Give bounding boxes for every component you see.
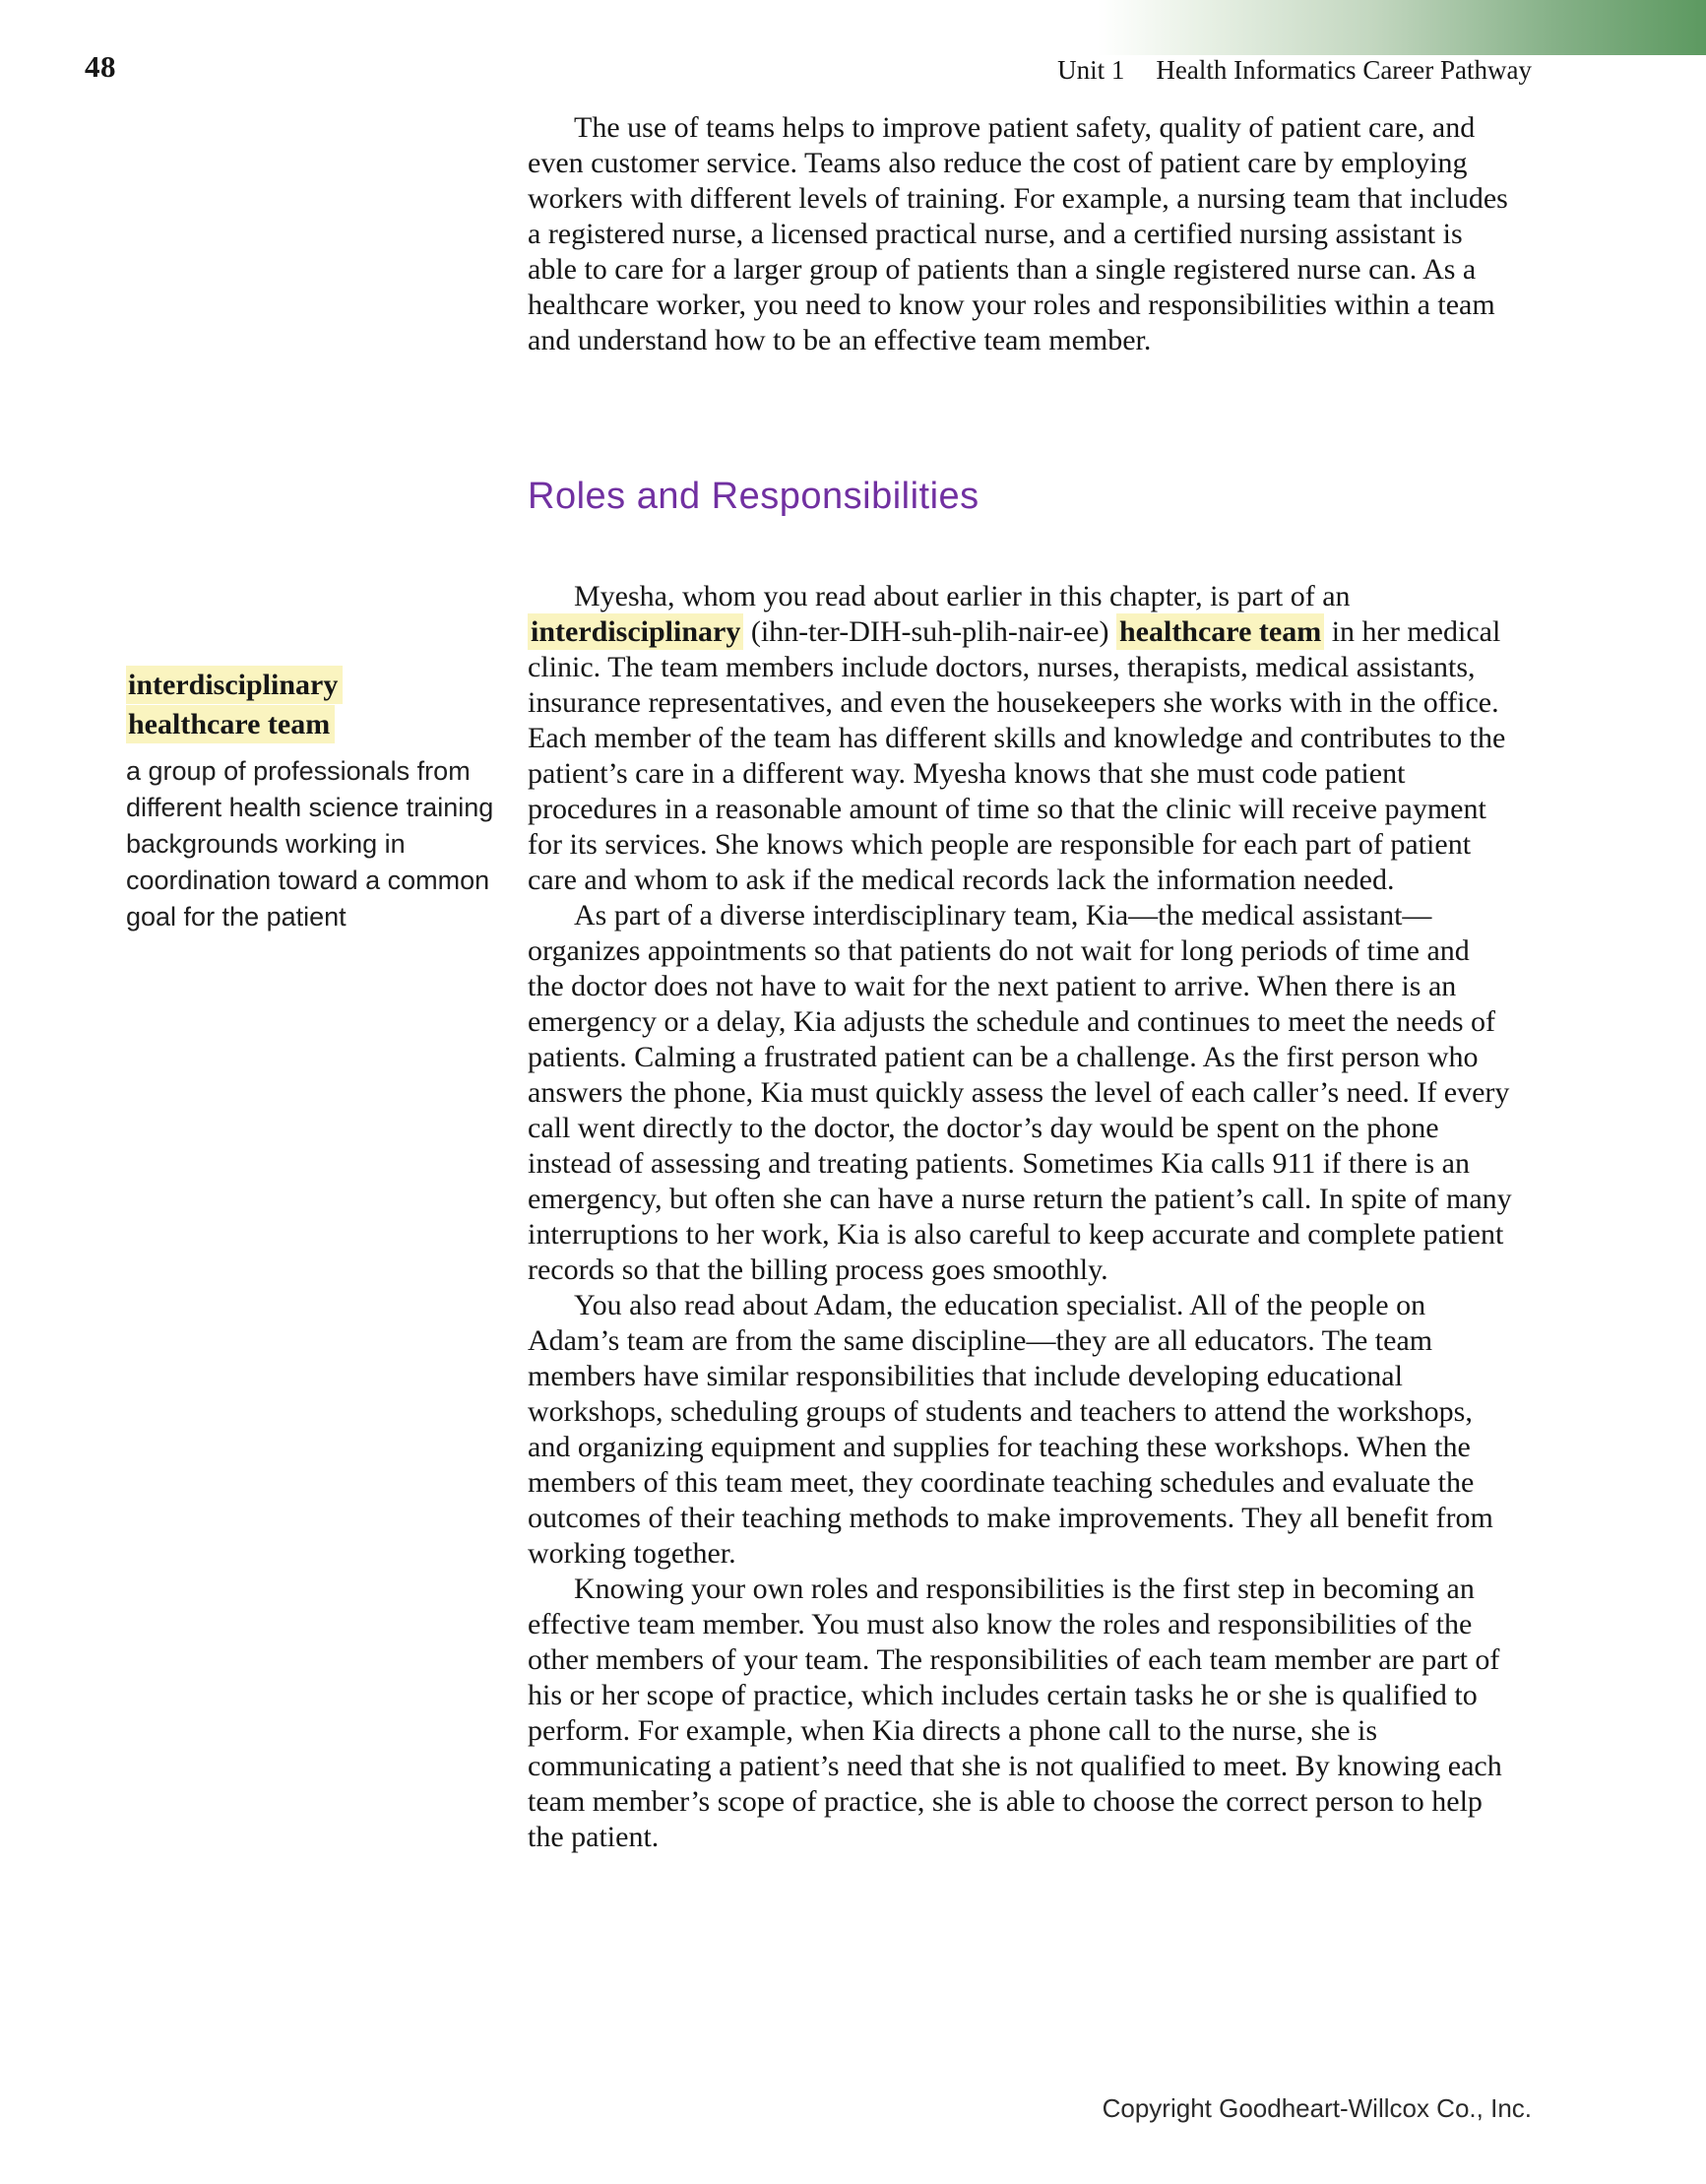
running-header: [1057, 55, 1532, 86]
unit-label: Unit 1: [1057, 55, 1125, 85]
text-segment: in her medical clinic. The team members include doctors, nurses, therapists, medical assistants, insurance representatives, and even the housekeepers she works with in the office. Each member of the team has different skills and knowledge and contributes to the patient’s care in a different way. Myesha knows that she must code patient procedures in a reasonable amount of time so that the clinic will receive payment for its services. She knows which people are responsible for each part of patient care and whom to ask if the medical records lack the information needed.: [528, 615, 1506, 896]
key-term: [126, 666, 421, 744]
margin-key-term: [126, 666, 528, 935]
copyright-notice: Copyright Goodheart-Willcox Co., Inc.: [1102, 2093, 1532, 2123]
paragraph-knowing: Knowing your own roles and responsibilities is the first step in becoming an effective team member. You must also know the roles and responsibilities of the other members of your team. The responsibilities of each team member are part of his or her scope of practice, which includes certain tasks he or she is qualified to perform. For example, when Kia directs a phone call to the nurse, she is communicating a patient’s need that she is not qualified to meet. By knowing each team member’s scope of practice, she is able to choose the correct person to help the patient.: [528, 1573, 1502, 1853]
unit-title: Health Informatics Career Pathway: [1156, 55, 1532, 85]
text-segment: (ihn-ter-DIH-suh-plih-nair-ee): [743, 615, 1116, 648]
text-segment: Myesha, whom you read about earlier in this chapter, is part of an: [574, 580, 1351, 612]
intro-paragraph: The use of teams helps to improve patient safety, quality of patient care, and even customer service. Teams also reduce the cost of patient care by employing workers with different levels of training. For example, a nursing team that includes a registered nurse, a licensed practical nurse, and a certified nursing assistant is able to care for a larger group of patients than a single registered nurse can. As a healthcare worker, you need to know your roles and responsibilities within a team and understand how to be an effective team member.: [528, 111, 1508, 356]
paragraph-myesha: [528, 579, 1512, 898]
paragraph-adam: You also read about Adam, the education specialist. All of the people on Adam’s team are from the same discipline—they are all educators. The team members have similar responsibilities that include developing educational workshops, scheduling groups of students and teachers to attend the workshops, and organizing equipment and supplies for teaching these workshops. When the members of this team meet, they coordinate teaching schedules and evaluate the outcomes of their teaching methods to make improvements. They all benefit from working together.: [528, 1289, 1493, 1570]
highlighted-term: interdisciplinary: [528, 613, 743, 650]
section-heading: Roles and Responsibilities: [528, 476, 979, 517]
key-term-definition: a group of professionals from different health science training backgrounds working in coordination toward a common goal for the patient: [126, 756, 494, 931]
paragraph-kia: As part of a diverse interdisciplinary team, Kia—the medical assistant—organizes appointments so that patients do not wait for long periods of time and the doctor does not have to wait for the next patient to arrive. When there is an emergency or a delay, Kia adjusts the schedule and continues to meet the needs of patients. Calming a frustrated patient can be a challenge. As the first person who answers the phone, Kia must quickly assess the level of each caller’s need. If every call went directly to the doctor, the doctor’s day would be spent on the phone instead of assessing and treating patients. Sometimes Kia calls 911 if there is an emergency, but often she can have a nurse return the patient’s call. In spite of many interruptions to her work, Kia is also careful to keep accurate and complete patient records so that the billing process goes smoothly.: [528, 899, 1512, 1286]
highlighted-term: healthcare team: [1116, 613, 1324, 650]
green-gradient-banner: [1098, 0, 1706, 55]
page-number: 48: [85, 49, 116, 84]
body-column: [528, 110, 1512, 1855]
key-term-text: interdisciplinary healthcare team: [126, 666, 343, 743]
